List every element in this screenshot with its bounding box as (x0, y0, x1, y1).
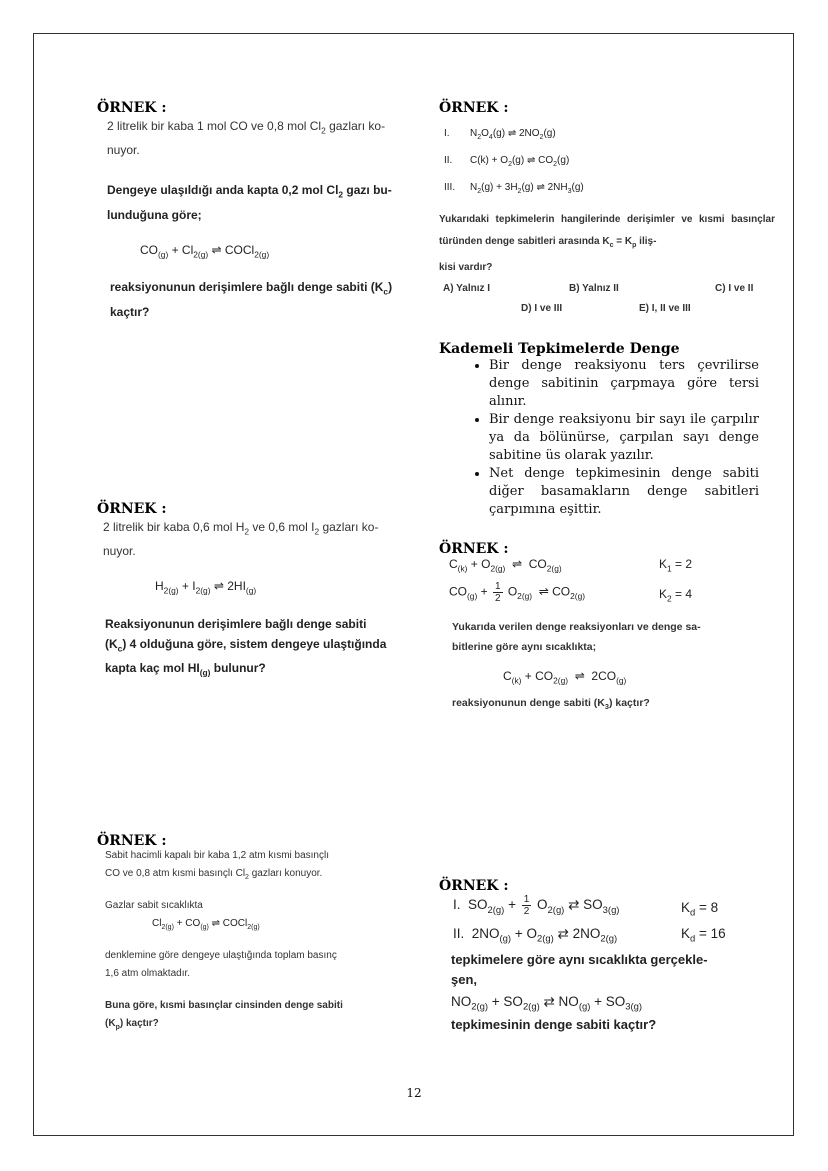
reaction-item: III. $N_2(g) + 3H_2(g)$ ⇌ $2NH_3(g)$ (444, 182, 584, 195)
kd-value-1: $K_d = 8$ (681, 900, 719, 919)
option-a[interactable]: A) Yalnız I (443, 283, 491, 294)
fraction-half: $\frac{1}{2}$ (494, 581, 501, 604)
example-heading: ÖRNEK : (97, 100, 167, 116)
example-4-equation-2: $CO_{(g)}$ + $\frac{1}{2}$ $O_{2(g)}$ ⇌ $CO_{2(g)}$ $K_2 = 4$ (449, 581, 693, 604)
example-3-intro: 2 litrelik bir kaba 0,6 mol $H_2$ ve 0,6 mol $I_2$ gazları ko- nuyor. (103, 520, 379, 559)
rule-item: • Bir denge reaksiyonu bir sayı ile çarpılır ya da bölünürse, çarpılan sayı denge sabitine üs olarak yazılır. (489, 411, 759, 465)
option-b[interactable]: B) Yalnız II (569, 283, 619, 294)
example-heading: ÖRNEK : (439, 100, 509, 116)
example-heading: ÖRNEK : (97, 501, 167, 517)
kd-value-2: $K_d = 16$ (681, 926, 726, 945)
example-4-equation-1: $C_{(k)} + O_{2(g)}$ ⇌ $CO_{2(g)}$ $K_1 = 2$ (449, 557, 693, 574)
option-c[interactable]: C) I ve II (715, 283, 754, 294)
example-6-equation-1: I. $SO_{2(g)}$ + $\frac{1}{2}$ $O_{2(g)}$ ⇄ $SO_{3(g)}$ $K_d = 8$ (453, 894, 719, 919)
example-5-question: Buna göre, kısmi basınçlar cinsinden denge sabiti $(K_p)$ kaçtır? (105, 1000, 343, 1031)
example-6-net-equation: $NO_{2(g)} + SO_{2(g)}$ ⇄ $NO_{(g)} + SO_{3(g)}$ (451, 994, 643, 1013)
answer-options (439, 283, 779, 323)
example-heading: ÖRNEK : (439, 541, 509, 557)
example-1-equation: $CO_{(g)} + Cl_{2(g)}$ ⇌ COCl$_{2(g)}$ (140, 242, 270, 260)
example-3-equation: $H_{2(g)} + I_{2(g)}$ ⇌ $2HI_{(g)}$ (155, 579, 257, 596)
rule-list (439, 357, 759, 519)
example-4 (439, 541, 769, 711)
reaction-item: II. $C(k) + O_2(g)$ ⇌ $CO_2(g)$ (444, 155, 570, 168)
example-1-intro: 2 litrelik bir kaba 1 mol CO ve 0,8 mol $Cl_2$ gazları ko- nuyor. (107, 119, 386, 158)
k1-value: $K_1 = 2$ (659, 557, 693, 574)
option-e[interactable]: E) I, II ve III (639, 303, 691, 314)
example-5-intro: Sabit hacimli kapalı bir kaba 1,2 atm kısmi basınçlı CO ve 0,8 atm kısmi basınçlı $Cl_2$ gazları konuyor. (105, 850, 329, 881)
example-heading: ÖRNEK : (97, 833, 167, 849)
fraction-half: $\frac{1}{2}$ (523, 894, 530, 917)
example-5-condition: denklemine göre dengeye ulaştığında toplam basınç 1,6 atm olmaktadır. (105, 950, 337, 979)
example-4-question: reaksiyonunun denge sabiti $(K_3)$ kaçtır? (452, 697, 650, 712)
example-heading: ÖRNEK : (439, 878, 509, 894)
example-6-equation-2: II. $2NO_{(g)} + O_{2(g)}$ ⇄ $2NO_{2(g)}$ $K_d = 16$ (453, 926, 726, 945)
reaction-list (439, 122, 779, 203)
rule-item: • Net denge tepkimesinin denge sabiti diğer basamakların denge sabitleri çarpımına eşittir. (489, 465, 759, 519)
example-1 (97, 100, 417, 322)
example-1-question: reaksiyonunun derişimlere bağlı denge sabiti $(K_c)$ kaçtır? (110, 280, 393, 319)
example-2 (439, 100, 779, 323)
example-5 (97, 833, 417, 1037)
example-1-condition: Dengeye ulaşıldığı anda kapta 0,2 mol $Cl_2$ gazı bu- lunduğuna göre; (107, 183, 392, 222)
example-4-net-equation: $C_{(k)} + CO_{2(g)}$ ⇌ $2CO_{(g)}$ (503, 669, 627, 686)
section-staged-equilibrium (439, 341, 759, 519)
option-d[interactable]: D) I ve III (521, 303, 563, 314)
example-6-text: tepkimelere göre aynı sıcaklıkta gerçekle- şen, (451, 952, 708, 987)
example-5-gases: Gazlar sabit sıcaklıkta (105, 900, 203, 911)
k2-value: $K_2 = 4$ (659, 587, 693, 604)
example-3-question: Reaksiyonunun derişimlere bağlı denge sabiti $(K_c)$ 4 olduğuna göre, sistem dengeye ulaştığında kapta kaç mol $HI_{(g)}$ bulunur? (105, 616, 387, 678)
example-6-question: tepkimesinin denge sabiti kaçtır? (451, 1016, 657, 1032)
page-number: 12 (406, 1086, 422, 1100)
example-3 (97, 501, 417, 683)
rule-item: • Bir denge reaksiyonu ters çevrilirse denge sabitinin çarpmaya göre tersi alınır. (489, 357, 759, 411)
reaction-item: I. $N_2O_4(g)$ ⇌ $2NO_2(g)$ (444, 128, 556, 141)
section-title: Kademeli Tepkimelerde Denge (439, 341, 680, 357)
example-5-equation: $Cl_{2(g)} + CO_{(g)}$ ⇌ COCl$_{2(g)}$ (152, 918, 260, 931)
example-4-text: Yukarıda verilen denge reaksiyonları ve denge sa- bitlerine göre aynı sıcaklıkta; (452, 621, 701, 653)
example-6 (439, 878, 779, 1032)
example-2-question: Yukarıdaki tepkimelerin hangilerinde derişimler ve kısmi basınçlar türünden denge sabitleri arasında $K_c = K_p$ iliş- kisi vardır? (439, 214, 775, 273)
